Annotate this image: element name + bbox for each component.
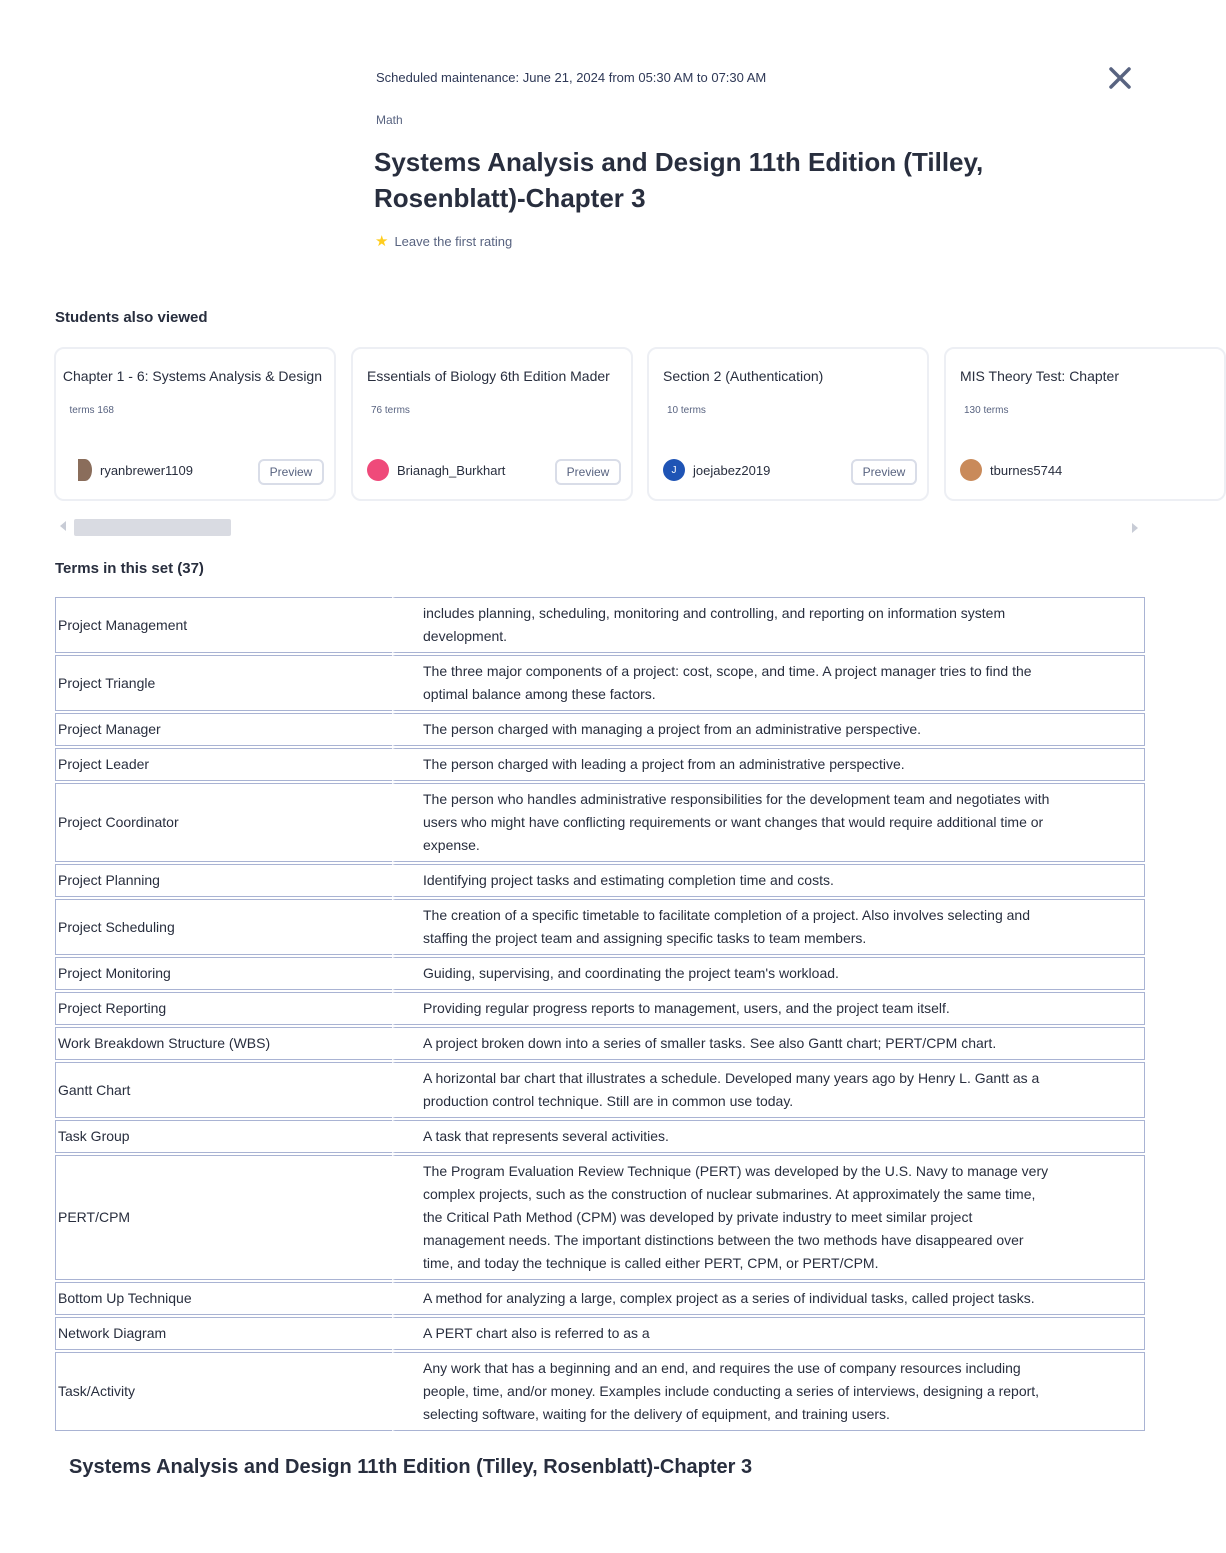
- card-username[interactable]: tburnes5744: [990, 463, 1063, 478]
- definition-cell: Providing regular progress reports to management, users, and the project team itself.: [392, 992, 1145, 1025]
- definition-cell: A task that represents several activities.: [392, 1120, 1145, 1153]
- star-icon: ★: [375, 233, 389, 250]
- term-cell: Gantt Chart: [55, 1062, 392, 1118]
- also-viewed-heading: Students also viewed: [55, 309, 208, 326]
- footer-title: Systems Analysis and Design 11th Edition (Tilley, Rosenblatt)-Chapter 3: [69, 1456, 753, 1478]
- definition-cell: The three major components of a project: cost, scope, and time. A project manager tries to find the optimal balance among these factors.: [392, 655, 1145, 711]
- study-set-card[interactable]: [647, 347, 929, 501]
- card-username[interactable]: joejabez2019: [693, 463, 771, 478]
- term-cell: Project Management: [55, 597, 392, 653]
- term-cell: Project Triangle: [55, 655, 392, 711]
- definition-cell: A project broken down into a series of smaller tasks. See also Gantt chart; PERT/CPM chart.: [392, 1027, 1145, 1060]
- term-cell: Task Group: [55, 1120, 392, 1153]
- page-title: Systems Analysis and Design 11th Edition (Tilley, Rosenblatt)-Chapter 3: [374, 147, 984, 213]
- study-set-card[interactable]: [351, 347, 633, 501]
- term-cell: Task/Activity: [55, 1352, 392, 1431]
- term-cell: Project Scheduling: [55, 899, 392, 955]
- definition-cell: Identifying project tasks and estimating completion time and costs.: [392, 864, 1145, 897]
- term-cell: Bottom Up Technique: [55, 1282, 392, 1315]
- term-cell: Project Reporting: [55, 992, 392, 1025]
- table-row: [55, 1120, 1145, 1153]
- card-title: Essentials of Biology 6th Edition Mader: [367, 368, 610, 384]
- table-row: [55, 655, 1145, 711]
- term-cell: Project Manager: [55, 713, 392, 746]
- card-username[interactable]: Brianagh_Burkhart: [397, 463, 506, 478]
- definition-cell: Any work that has a beginning and an end, and requires the use of company resources including people, time, and/or money. Examples include conducting a series of interviews, designing a report, selecting software, waiting for the delivery of equipment, and training users.: [392, 1352, 1145, 1431]
- also-viewed-carousel[interactable]: [62, 347, 1119, 503]
- term-cell: Work Breakdown Structure (WBS): [55, 1027, 392, 1060]
- definition-cell: A horizontal bar chart that illustrates a schedule. Developed many years ago by Henry L. Gantt as a production control technique. Still are in common use today.: [392, 1062, 1145, 1118]
- table-row: [55, 864, 1145, 897]
- definition-cell: The creation of a specific timetable to facilitate completion of a project. Also involves selecting and staffing the project team and assigning specific tasks to team members.: [392, 899, 1145, 955]
- definition-cell: A method for analyzing a large, complex project as a series of individual tasks, called project tasks.: [392, 1282, 1145, 1315]
- card-title: Chapter 1 - 6: Systems Analysis & Design: [62, 368, 322, 384]
- table-row: [55, 713, 1145, 746]
- study-set-card[interactable]: [54, 347, 336, 501]
- card-term-count: 130 terms: [964, 405, 1009, 416]
- maintenance-banner: Scheduled maintenance: June 21, 2024 from 05:30 AM to 07:30 AM: [376, 70, 767, 85]
- close-button[interactable]: [1104, 62, 1136, 94]
- carousel-scrollbar[interactable]: [74, 519, 231, 536]
- card-title: MIS Theory Test: Chapter: [960, 368, 1119, 384]
- table-row: [55, 1317, 1145, 1350]
- avatar: [960, 459, 982, 481]
- definition-cell: A PERT chart also is referred to as a: [392, 1317, 1145, 1350]
- card-term-count: 76 terms: [371, 405, 410, 416]
- terms-heading: Terms in this set (37): [55, 560, 204, 577]
- definition-cell: Guiding, supervising, and coordinating the project team's workload.: [392, 957, 1145, 990]
- definition-cell: The person who handles administrative responsibilities for the development team and negotiates with users who might have conflicting requirements or want changes that would require additional time or expense.: [392, 783, 1145, 862]
- card-term-count: 10 terms: [667, 405, 706, 416]
- term-cell: Project Leader: [55, 748, 392, 781]
- term-cell: Network Diagram: [55, 1317, 392, 1350]
- subject-link[interactable]: Math: [376, 113, 403, 127]
- preview-button[interactable]: Preview: [258, 459, 324, 485]
- close-icon: [1104, 62, 1136, 94]
- term-cell: Project Planning: [55, 864, 392, 897]
- avatar: J: [663, 459, 685, 481]
- table-row: [55, 1062, 1145, 1118]
- definition-cell: The person charged with leading a project from an administrative perspective.: [392, 748, 1145, 781]
- preview-button[interactable]: Preview: [555, 459, 621, 485]
- table-row: [55, 597, 1145, 653]
- card-term-count: 168 terms: [69, 405, 114, 416]
- scroll-right-arrow[interactable]: [1132, 523, 1138, 533]
- card-username[interactable]: ryanbrewer1109: [100, 463, 193, 478]
- term-cell: Project Coordinator: [55, 783, 392, 862]
- avatar: [78, 459, 92, 481]
- study-set-card[interactable]: [944, 347, 1226, 501]
- definition-cell: includes planning, scheduling, monitoring and controlling, and reporting on information system development.: [392, 597, 1145, 653]
- table-row: [55, 1282, 1145, 1315]
- rating-button[interactable]: [375, 232, 512, 250]
- table-row: [55, 748, 1145, 781]
- table-row: [55, 1027, 1145, 1060]
- table-row: [55, 783, 1145, 862]
- terms-table: [55, 597, 1145, 1439]
- definition-cell: The Program Evaluation Review Technique (PERT) was developed by the U.S. Navy to manage very complex projects, such as the construction of nuclear submarines. At approximately the same time, the Critical Path Method (CPM) was developed by private industry to meet similar project management needs. The important distinctions between the two methods have disappeared over time, and today the technique is called either PERT, CPM, or PERT/CPM.: [392, 1155, 1145, 1280]
- term-cell: Project Monitoring: [55, 957, 392, 990]
- table-row: [55, 1155, 1145, 1280]
- scroll-left-arrow[interactable]: [60, 521, 66, 531]
- term-cell: PERT/CPM: [55, 1155, 392, 1280]
- table-row: [55, 992, 1145, 1025]
- rating-label: Leave the first rating: [394, 233, 513, 249]
- card-title: Section 2 (Authentication): [663, 368, 824, 384]
- definition-cell: The person charged with managing a project from an administrative perspective.: [392, 713, 1145, 746]
- table-row: [55, 957, 1145, 990]
- table-row: [55, 1352, 1145, 1431]
- preview-button[interactable]: Preview: [851, 459, 917, 485]
- avatar: [367, 459, 389, 481]
- table-row: [55, 899, 1145, 955]
